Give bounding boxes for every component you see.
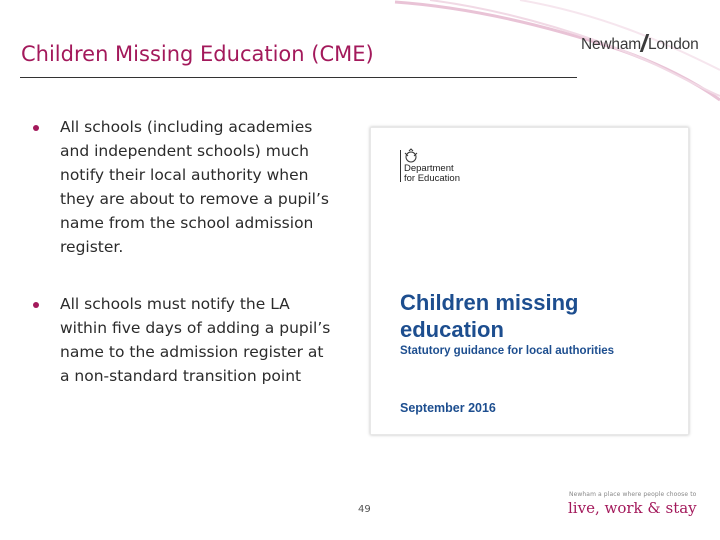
department-line: Department — [404, 163, 454, 174]
page-title: Children Missing Education (CME) — [21, 42, 374, 66]
cover-title: Children missing education — [400, 290, 579, 342]
bullet-text: of adding a pupil’s name to the admission register at a non-standard transition point — [60, 319, 331, 385]
logo-right-text: London — [647, 36, 699, 53]
bullet-list — [33, 115, 333, 388]
footer-slogan: live, work & stay — [568, 499, 697, 517]
page-number: 49 — [358, 504, 371, 515]
bullet-emphasis: within five days — [60, 319, 182, 337]
bullet-lead: All schools — [60, 295, 142, 313]
guidance-cover-image — [370, 127, 689, 435]
royal-crest-icon — [402, 148, 420, 164]
bullet-text: (including academies and independent schools) much notify their local authority when they are about to remove a pupil’s name from the school admission register. — [60, 118, 329, 256]
department-line: for Education — [404, 173, 460, 184]
cover-subtitle: Statutory guidance for local authorities — [400, 345, 615, 357]
bullet-item — [33, 292, 333, 388]
bullet-dot — [33, 125, 39, 131]
logo-left-text: Newham — [581, 36, 641, 53]
department-name — [404, 164, 460, 184]
bullet-dot — [33, 302, 39, 308]
footer-tagline: Newham a place where people choose to — [569, 491, 697, 498]
cover-date: September 2016 — [400, 401, 496, 415]
bullet-item — [33, 115, 333, 259]
newham-london-logo — [581, 34, 699, 54]
bullet-lead: All schools — [60, 118, 142, 136]
department-bar — [400, 150, 401, 182]
bullet-text: must notify the LA — [141, 295, 290, 313]
title-divider — [20, 77, 577, 78]
